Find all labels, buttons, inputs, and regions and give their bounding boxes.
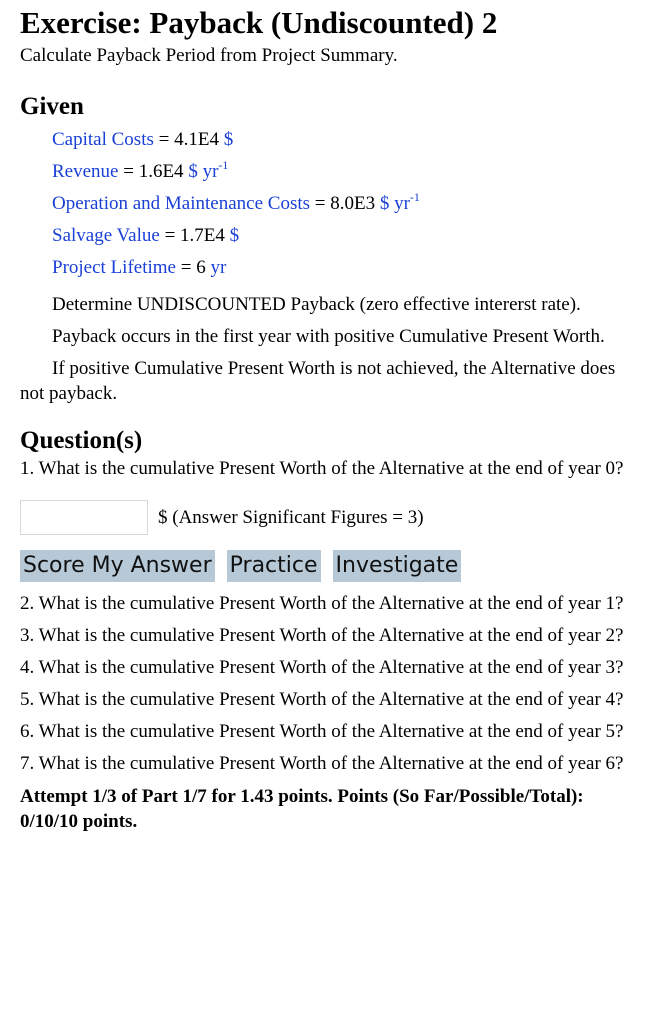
given-capital-costs: [20, 124, 636, 156]
exercise-title: Exercise: Payback (Undiscounted) 2: [20, 5, 498, 40]
question-7: 7. What is the cumulative Present Worth of the Alternative at the end of year 6?: [20, 753, 624, 774]
given-heading: Given: [20, 93, 84, 120]
given-label: Project Lifetime: [52, 257, 176, 278]
instruction-paragraph: Determine UNDISCOUNTED Payback (zero effective intererst rate).: [52, 294, 581, 315]
given-equals: =: [159, 225, 181, 246]
given-equals: =: [118, 161, 139, 182]
question-5: 5. What is the cumulative Present Worth of the Alternative at the end of year 4?: [20, 689, 624, 710]
given-label: Operation and Maintenance Costs: [52, 193, 311, 214]
button-row: [20, 550, 636, 582]
given-value: 8.0E3: [330, 193, 376, 214]
given-revenue: [20, 156, 636, 188]
given-label: Revenue: [52, 161, 119, 182]
given-unit: $: [223, 129, 234, 150]
question-1: 1. What is the cumulative Present Worth of the Alternative at the end of year 0?: [20, 458, 624, 479]
score-my-answer-button[interactable]: Score My Answer: [20, 550, 215, 582]
given-value: 1.6E4: [138, 161, 184, 182]
given-equals: =: [310, 193, 331, 214]
question-6: 6. What is the cumulative Present Worth of the Alternative at the end of year 5?: [20, 721, 624, 742]
given-unit: yr: [210, 257, 227, 278]
given-salvage-value: [20, 220, 636, 252]
practice-button[interactable]: Practice: [227, 550, 321, 582]
instruction-paragraph: If positive Cumulative Present Worth is not achieved, the Alternative does not payback.: [20, 358, 616, 404]
given-equals: =: [153, 129, 175, 150]
given-value: 1.7E4: [180, 225, 225, 246]
answer-input[interactable]: [20, 500, 148, 535]
given-equals: =: [175, 257, 197, 278]
given-label: Salvage Value: [52, 225, 160, 246]
given-value: 4.1E4: [174, 129, 219, 150]
exercise-subtitle: Calculate Payback Period from Project Summary.: [20, 45, 398, 66]
attempt-status: Attempt 1/3 of Part 1/7 for 1.43 points. Points (So Far/Possible/Total): 0/10/10 points.: [20, 786, 584, 832]
given-list: [20, 124, 636, 284]
given-unit-exponent: -1: [218, 157, 229, 172]
given-unit-exponent: -1: [409, 189, 420, 204]
given-label: Capital Costs: [52, 129, 154, 150]
question-3: 3. What is the cumulative Present Worth of the Alternative at the end of year 2?: [20, 625, 624, 646]
given-unit: $ yr: [379, 193, 410, 214]
given-project-lifetime: [20, 252, 636, 284]
given-value: 6: [196, 257, 206, 278]
questions-heading: Question(s): [20, 427, 143, 454]
answer-unit-label: $ (Answer Significant Figures = 3): [158, 507, 424, 528]
question-4: 4. What is the cumulative Present Worth of the Alternative at the end of year 3?: [20, 657, 624, 678]
question-2: 2. What is the cumulative Present Worth of the Alternative at the end of year 1?: [20, 593, 624, 614]
exercise-page: [0, 5, 636, 834]
given-unit: $ yr: [188, 161, 219, 182]
instruction-paragraph: Payback occurs in the first year with positive Cumulative Present Worth.: [52, 326, 605, 347]
given-om-costs: [20, 188, 636, 220]
investigate-button[interactable]: Investigate: [333, 550, 462, 582]
answer-row: [20, 499, 636, 536]
given-unit: $: [229, 225, 240, 246]
